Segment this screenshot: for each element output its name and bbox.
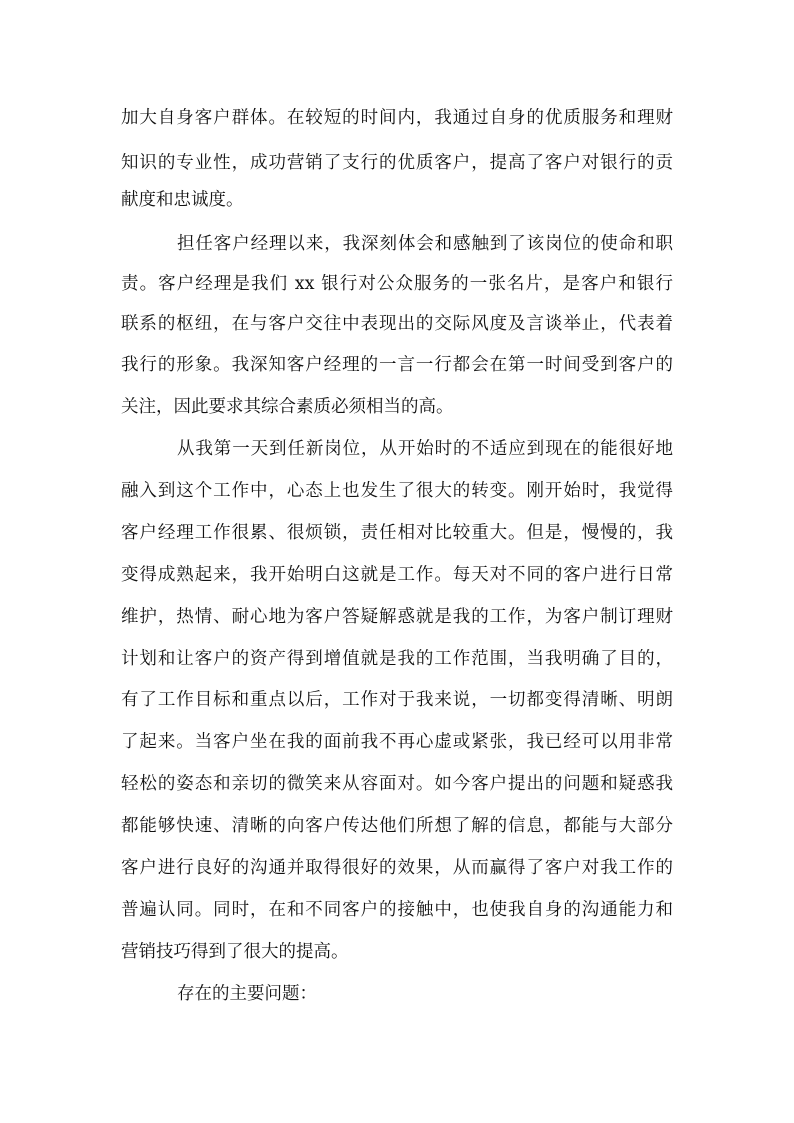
paragraph-line: 加大自身客户群体。在较短的时间内，我通过自身的优质服务和理财 — [121, 108, 673, 128]
paragraph-line: 普遍认同。同时，在和不同客户的接触中，也使我自身的沟通能力和 — [121, 900, 673, 920]
paragraph-line: 献度和忠诚度。 — [121, 190, 244, 210]
paragraph-line: 计划和让客户的资产得到增值就是我的工作范围，当我明确了目的， — [121, 649, 673, 669]
paragraph-line: 维护，热情、耐心地为客户答疑解惑就是我的工作，为客户制订理财 — [121, 607, 673, 627]
paragraph-line: 轻松的姿态和亲切的微笑来从容面对。如今客户提出的问题和疑惑我 — [121, 774, 673, 794]
paragraph-line: 知识的专业性，成功营销了支行的优质客户，提高了客户对银行的贡 — [121, 153, 673, 173]
paragraph-line: 变得成熟起来，我开始明白这就是工作。每天对不同的客户进行日常 — [121, 565, 673, 585]
paragraph-line: 融入到这个工作中，心态上也发生了很大的转变。刚开始时，我觉得 — [121, 481, 673, 501]
paragraph-line: 客户进行良好的沟通并取得很好的效果，从而赢得了客户对我工作的 — [121, 858, 673, 878]
paragraph-line: 了起来。当客户坐在我的面前我不再心虚或紧张，我已经可以用非常 — [121, 732, 673, 752]
paragraph-line: 关注，因此要求其综合素质必须相当的高。 — [121, 397, 454, 417]
paragraph-line: 有了工作目标和重点以后，工作对于我来说，一切都变得清晰、明朗 — [121, 690, 673, 710]
paragraph-line: 我行的形象。我深知客户经理的一言一行都会在第一时间受到客户的 — [121, 355, 673, 375]
paragraph-line: 营销技巧得到了很大的提高。 — [121, 942, 349, 962]
paragraph-line: 客户经理工作很累、很烦锁，责任相对比较重大。但是，慢慢的，我 — [121, 523, 673, 543]
paragraph-line: 从我第一天到任新岗位，从开始时的不适应到现在的能很好地 — [177, 439, 673, 459]
paragraph-line: 都能够快速、清晰的向客户传达他们所想了解的信息，都能与大部分 — [121, 816, 673, 836]
section-heading: 存在的主要问题： — [177, 984, 317, 1004]
paragraph-line: 联系的枢纽，在与客户交往中表现出的交际风度及言谈举止，代表着 — [121, 314, 673, 334]
paragraph-line: 责。客户经理是我们 xx 银行对公众服务的一张名片，是客户和银行 — [121, 274, 673, 294]
paragraph-line: 担任客户经理以来，我深刻体会和感触到了该岗位的使命和职 — [177, 234, 673, 254]
